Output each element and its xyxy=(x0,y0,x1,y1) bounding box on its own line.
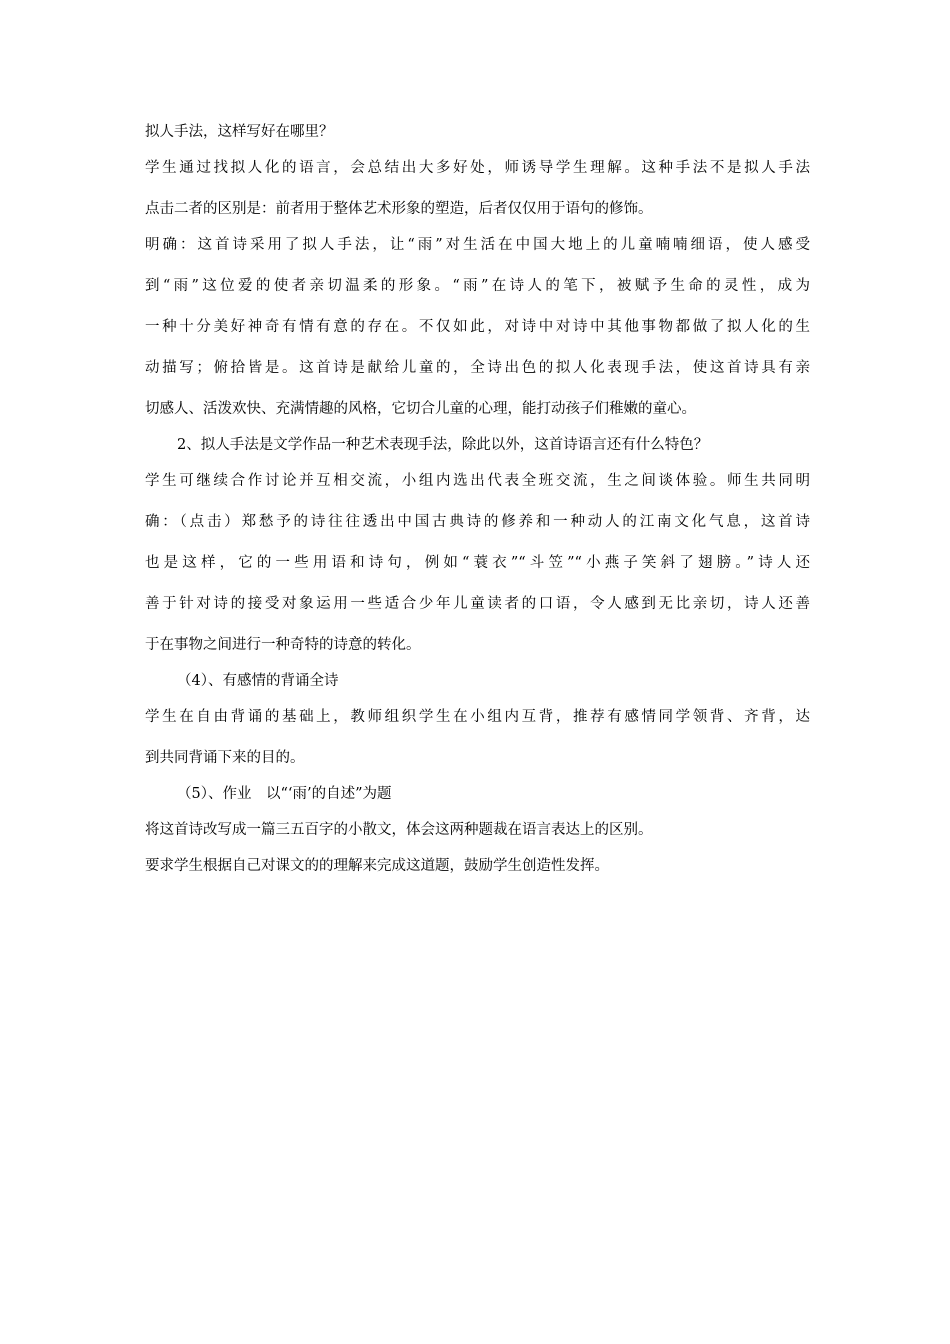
text-line: 要求学生根据自己对课文的的理解来完成这道题，鼓励学生创造性发挥。 xyxy=(145,858,609,874)
text-line: 善于针对诗的接受对象运用一些适合少年儿童读者的口语，令人感到无比亲切，诗人还善 xyxy=(145,596,810,612)
text-line: 2、拟人手法是文学作品一种艺术表现手法，除此以外，这首诗语言还有什么特色？ xyxy=(177,437,709,453)
text-line: 明确：这首诗采用了拟人手法，让“雨”对生活在中国大地上的儿童喃喃细语，使人感受 xyxy=(145,237,810,253)
text-line: 拟人手法，这样写好在哪里？ xyxy=(145,124,334,140)
text-line: 确：（点击）郑愁予的诗往往透出中国古典诗的修养和一种动人的江南文化气息，这首诗 xyxy=(145,514,810,530)
text-line: 也是这样，它的一些用语和诗句，例如“蓑衣”“斗笠”“小燕子笑斜了翅膀。”诗人还 xyxy=(145,555,810,571)
text-line: 切感人、活泼欢快、充满情趣的风格，它切合儿童的心理，能打动孩子们稚嫩的童心。 xyxy=(145,401,696,417)
text-line: 于在事物之间进行一种奇特的诗意的转化。 xyxy=(145,637,421,653)
text-line: （5）、作业 以“‘雨’的自述”为题 xyxy=(177,786,392,802)
text-line: 动描写；俯拾皆是。这首诗是献给儿童的，全诗出色的拟人化表现手法，使这首诗具有亲 xyxy=(145,360,810,376)
text-line: 到共同背诵下来的目的。 xyxy=(145,750,305,766)
text-line: 点击二者的区别是：前者用于整体艺术形象的塑造，后者仅仅用于语句的修饰。 xyxy=(145,201,653,217)
text-line: 到“雨”这位爱的使者亲切温柔的形象。“雨”在诗人的笔下，被赋予生命的灵性，成为 xyxy=(145,278,810,294)
text-line: 一种十分美好神奇有情有意的存在。不仅如此，对诗中对诗中其他事物都做了拟人化的生 xyxy=(145,319,810,335)
text-line: （4）、有感情的背诵全诗 xyxy=(177,673,339,689)
text-line: 学生可继续合作讨论并互相交流，小组内选出代表全班交流，生之间谈体验。师生共同明 xyxy=(145,473,810,489)
text-line: 学生通过找拟人化的语言，会总结出大多好处，师诱导学生理解。这种手法不是拟人手法 xyxy=(145,160,810,176)
text-line: 将这首诗改写成一篇三五百字的小散文，体会这两种题裁在语言表达上的区别。 xyxy=(145,822,653,838)
text-line: 学生在自由背诵的基础上，教师组织学生在小组内互背，推荐有感情同学领背、齐背，达 xyxy=(145,709,810,725)
document-body xyxy=(145,120,810,878)
